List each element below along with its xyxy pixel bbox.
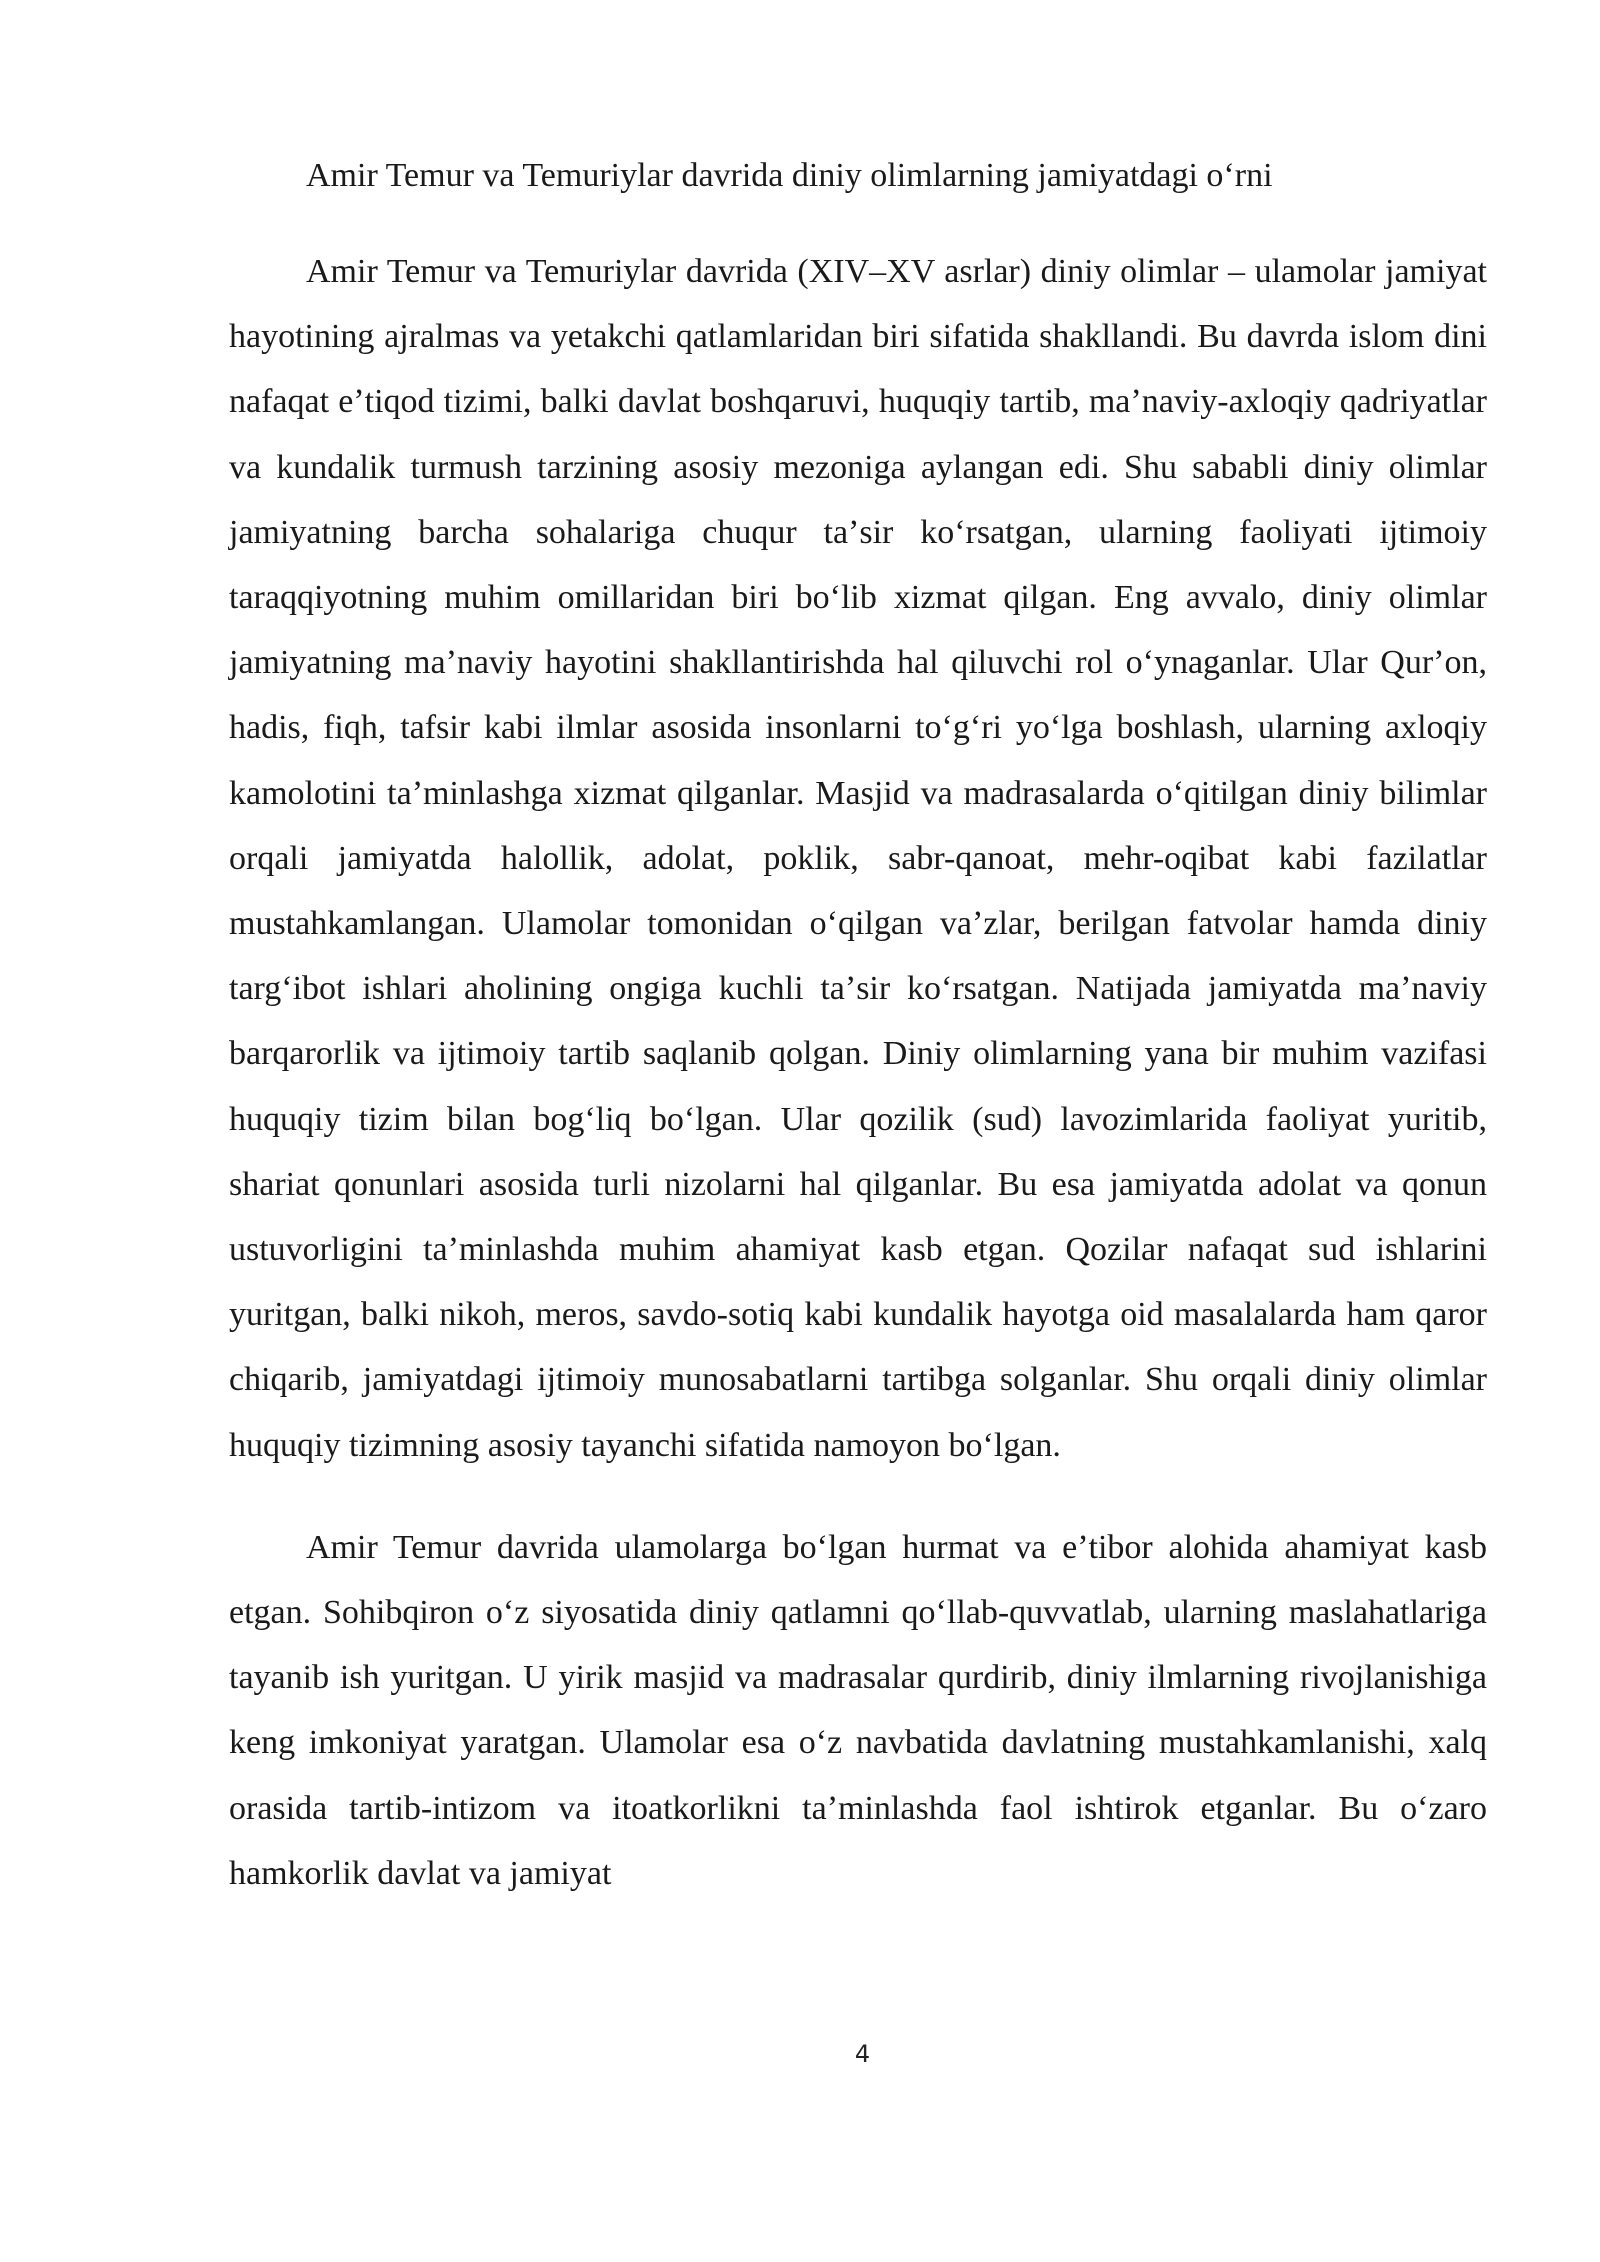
paragraph: Amir Temur va Temuriylar davrida (XIV–XV asrlar) diniy olimlar – ulamolar jamiyat hayotining ajralmas va yetakchi qatlamlaridan biri sifatida shakllandi. Bu davrda islom dini nafaqat eʼtiqod tizimi, balki davlat boshqaruvi, huquqiy tartib, maʼnaviy-axloqiy qadriyatlar va kundalik turmush tarzining asosiy mezoniga aylangan edi. Shu sababli diniy olimlar jamiyatning barcha sohalariga chuqur taʼsir koʻrsatgan, ularning faoliyati ijtimoiy taraqqiyotning muhim omillaridan biri boʻlib xizmat qilgan. Eng avvalo, diniy olimlar jamiyatning maʼnaviy hayotini shakllantirishda hal qiluvchi rol oʻynaganlar. Ular Qurʼon, hadis, fiqh, tafsir kabi ilmlar asosida insonlarni toʻgʻri yoʻlga boshlash, ularning axloqiy kamolotini taʼminlashga xizmat qilganlar. Masjid va madrasalarda oʻqitilgan diniy bilimlar orqali jamiyatda halollik, adolat, poklik, sabr-qanoat, mehr-oqibat kabi fazilatlar mustahkamlangan. Ulamolar tomonidan oʻqilgan vaʼzlar, berilgan fatvolar hamda diniy targʻibot ishlari aholining ongiga kuchli taʼsir koʻrsatgan. Natijada jamiyatda maʼnaviy barqarorlik va ijtimoiy tartib saqlanib qolgan. Diniy olimlarning yana bir muhim vazifasi huquqiy tizim bilan bogʻliq boʻlgan. Ular qozilik (sud) lavozimlarida faoliyat yuritib, shariat qonunlari asosida turli nizolarni hal qilganlar. Bu esa jamiyatda adolat va qonun ustuvorligini taʼminlashda muhim ahamiyat kasb etgan. Qozilar nafaqat sud ishlarini yuritgan, balki nikoh, meros, savdo-sotiq kabi kundalik hayotga oid masalalarda ham qaror chiqarib, jamiyatdagi ijtimoiy munosabatlarni tartibga solganlar. Shu orqali diniy olimlar huquqiy tizimning asosiy tayanchi sifatida namoyon boʻlgan. (229, 253, 1487, 1464)
paragraph: Amir Temur davrida ulamolarga boʻlgan hurmat va eʼtibor alohida ahamiyat kasb etgan. Sohibqiron oʻz siyosatida diniy qatlamni qoʻllab-quvvatlab, ularning maslahatlariga tayanib ish yuritgan. U yirik masjid va madrasalar qurdirib, diniy ilmlarning rivojlanishiga keng imkoniyat yaratgan. Ulamolar esa oʻz navbatida davlatning mustahkamlanishi, xalq orasida tartib-intizom va itoatkorlikni taʼminlashda faol ishtirok etganlar. Bu oʻzaro hamkorlik davlat va jamiyat (229, 1528, 1487, 1892)
document-title: Amir Temur va Temuriylar davrida diniy olimlarning jamiyatdagi oʻrni (306, 157, 1273, 194)
page-number: 4 (854, 2040, 871, 2068)
page-body (229, 150, 1487, 1906)
